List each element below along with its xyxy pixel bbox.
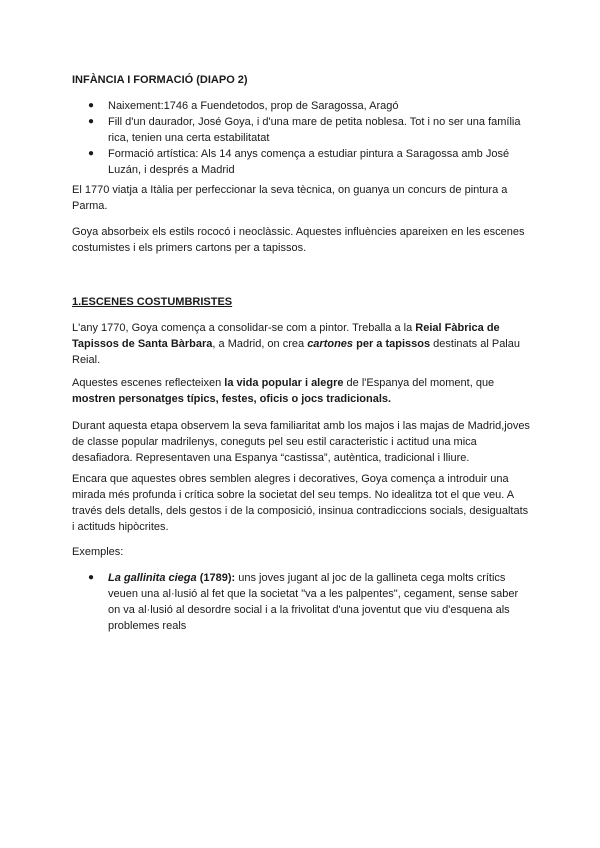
list-item-text: Fill d'un daurador, José Goya, i d'una mare de petita noblesa. Tot i no ser una família rica, tenien una certa estabilitatat <box>108 116 521 144</box>
examples-list <box>88 570 528 634</box>
paragraph <box>72 471 532 535</box>
list-item <box>88 114 528 146</box>
paragraph-text: Aquestes escenes reflecteixen la vida popular i alegre de l'Espanya del moment, que mostren personatges típics, festes, oficis o jocs tradicionals. <box>72 377 495 405</box>
examples-label: Exemples: <box>72 546 124 558</box>
paragraph-text: Durant aquesta etapa observem la seva familiaritat amb los majos i las majas de Madrid,joves de classe popular madrilenys, coneguts pel seu estil caracteristic i actitud una mica desafiadora. Representaven una Espanya “castissa”, autèntica, tradicional i lliure. <box>72 420 530 464</box>
paragraph <box>72 320 532 368</box>
section-escenes <box>72 294 532 310</box>
bullet-icon: ● <box>88 148 95 159</box>
paragraph-text: El 1770 viatja a Itàlia per perfeccionar la seva tècnica, on guanya un concurs de pintura a Parma. <box>72 184 508 212</box>
paragraph <box>72 544 532 560</box>
paragraph-text: Goya absorbeix els estils rococó i neoclàssic. Aquestes influències apareixen en les escenes costumistes i els primers cartons per a tapissos. <box>72 226 525 254</box>
bullet-icon: ● <box>88 116 95 127</box>
list-item <box>88 146 528 178</box>
bullet-list <box>88 98 528 178</box>
section-infancia <box>72 72 532 88</box>
paragraph-text: L'any 1770, Goya comença a consolidar-se com a pintor. Treballa a la Reial Fàbrica de Tapissos de Santa Bàrbara, a Madrid, on crea cartones per a tapissos destinats al Palau Reial. <box>72 322 520 366</box>
paragraph <box>72 418 532 466</box>
list-item <box>88 98 528 114</box>
paragraph <box>72 375 532 407</box>
list-item-text: La gallinita ciega (1789): uns joves jugant al joc de la gallineta cega molts crítics veuen una al·lusió al fet que la societat "va a les palpentes", cegament, sense saber on va al·lusió al desordre social i a la frivolitat d'una joventut que viu d'esquena als problemes reals <box>108 572 519 632</box>
list-item <box>88 570 528 634</box>
paragraph-text: Encara que aquestes obres semblen alegres i decoratives, Goya comença a introduir una mirada més profunda i crítica sobre la societat del seu temps. No idealitza tot el que veu. A través dels detalls, dels gestos i de la composició, insinua contradiccions socials, desigualtats i actituds hipòcrites. <box>72 473 529 533</box>
section-title: 1.ESCENES COSTUMBRISTES <box>72 296 233 308</box>
paragraph <box>72 224 532 256</box>
paragraph <box>72 182 532 214</box>
section-title: INFÀNCIA I FORMACIÓ (DIAPO 2) <box>72 74 248 86</box>
list-item-text: Naixement:1746 a Fuendetodos, prop de Saragossa, Aragó <box>108 100 399 112</box>
bullet-icon: ● <box>88 100 95 111</box>
list-item-text: Formació artística: Als 14 anys comença a estudiar pintura a Saragossa amb José Luzán, i després a Madrid <box>108 148 510 176</box>
bullet-icon: ● <box>88 572 95 583</box>
